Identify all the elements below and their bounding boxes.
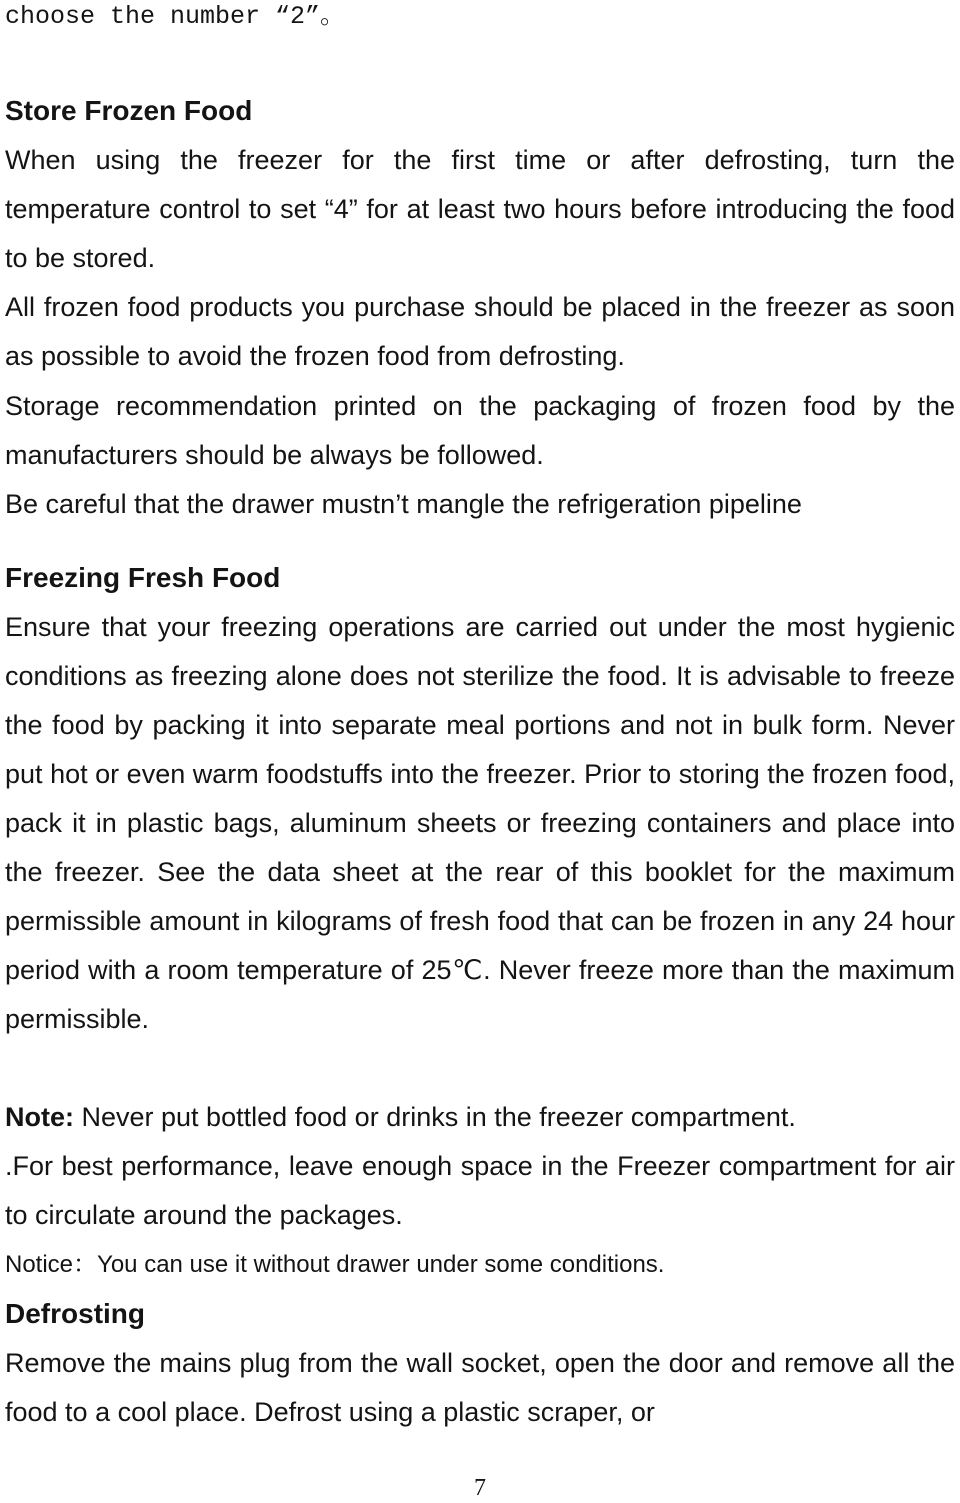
notice-line: Notice：You can use it without drawer under some conditions. xyxy=(5,1251,665,1278)
defrosting-paragraph: Remove the mains plug from the wall socket, open the door and remove all the food to a cool place. Defrost using a plastic scraper, or xyxy=(5,1348,955,1427)
store-frozen-paragraph-2: All frozen food products you purchase should be placed in the freezer as soon as possible to avoid the frozen food from defrosting. xyxy=(5,292,955,371)
store-frozen-paragraph-3: Storage recommendation printed on the packaging of frozen food by the manufacturers should be always be followed. xyxy=(5,391,955,470)
note-label: Note: xyxy=(5,1102,74,1132)
page-number: 7 xyxy=(474,1475,486,1501)
note-text: Never put bottled food or drinks in the freezer compartment. xyxy=(74,1102,796,1132)
heading-defrosting: Defrosting xyxy=(5,1298,145,1329)
freezing-fresh-paragraph: Ensure that your freezing operations are carried out under the most hygienic conditions as freezing alone does not sterilize the food. It is advisable to freeze the food by packing it into separate meal portions and not in bulk form. Never put hot or even warm foodstuffs into the freezer. Prior to storing the frozen food, pack it in plastic bags, aluminum sheets or freezing containers and place into the freezer. See the data sheet at the rear of this booklet for the maximum permissible amount in kilograms of fresh food that can be frozen in any 24 hour period with a room temperature of 25℃. Never freeze more than the maximum permissible. xyxy=(5,612,955,1034)
heading-freezing-fresh-food: Freezing Fresh Food xyxy=(5,562,281,593)
heading-store-frozen-food: Store Frozen Food xyxy=(5,95,253,126)
best-performance-paragraph: .For best performance, leave enough space in the Freezer compartment for air to circulate around the packages. xyxy=(5,1151,955,1230)
store-frozen-paragraph-4: Be careful that the drawer mustn’t mangle the refrigeration pipeline xyxy=(5,489,802,519)
intro-line: choose the number “2”。 xyxy=(5,2,346,31)
note-line xyxy=(5,1093,955,1142)
store-frozen-paragraph-1: When using the freezer for the first time or after defrosting, turn the temperature control to set “4” for at least two hours before introducing the food to be stored. xyxy=(5,145,955,273)
